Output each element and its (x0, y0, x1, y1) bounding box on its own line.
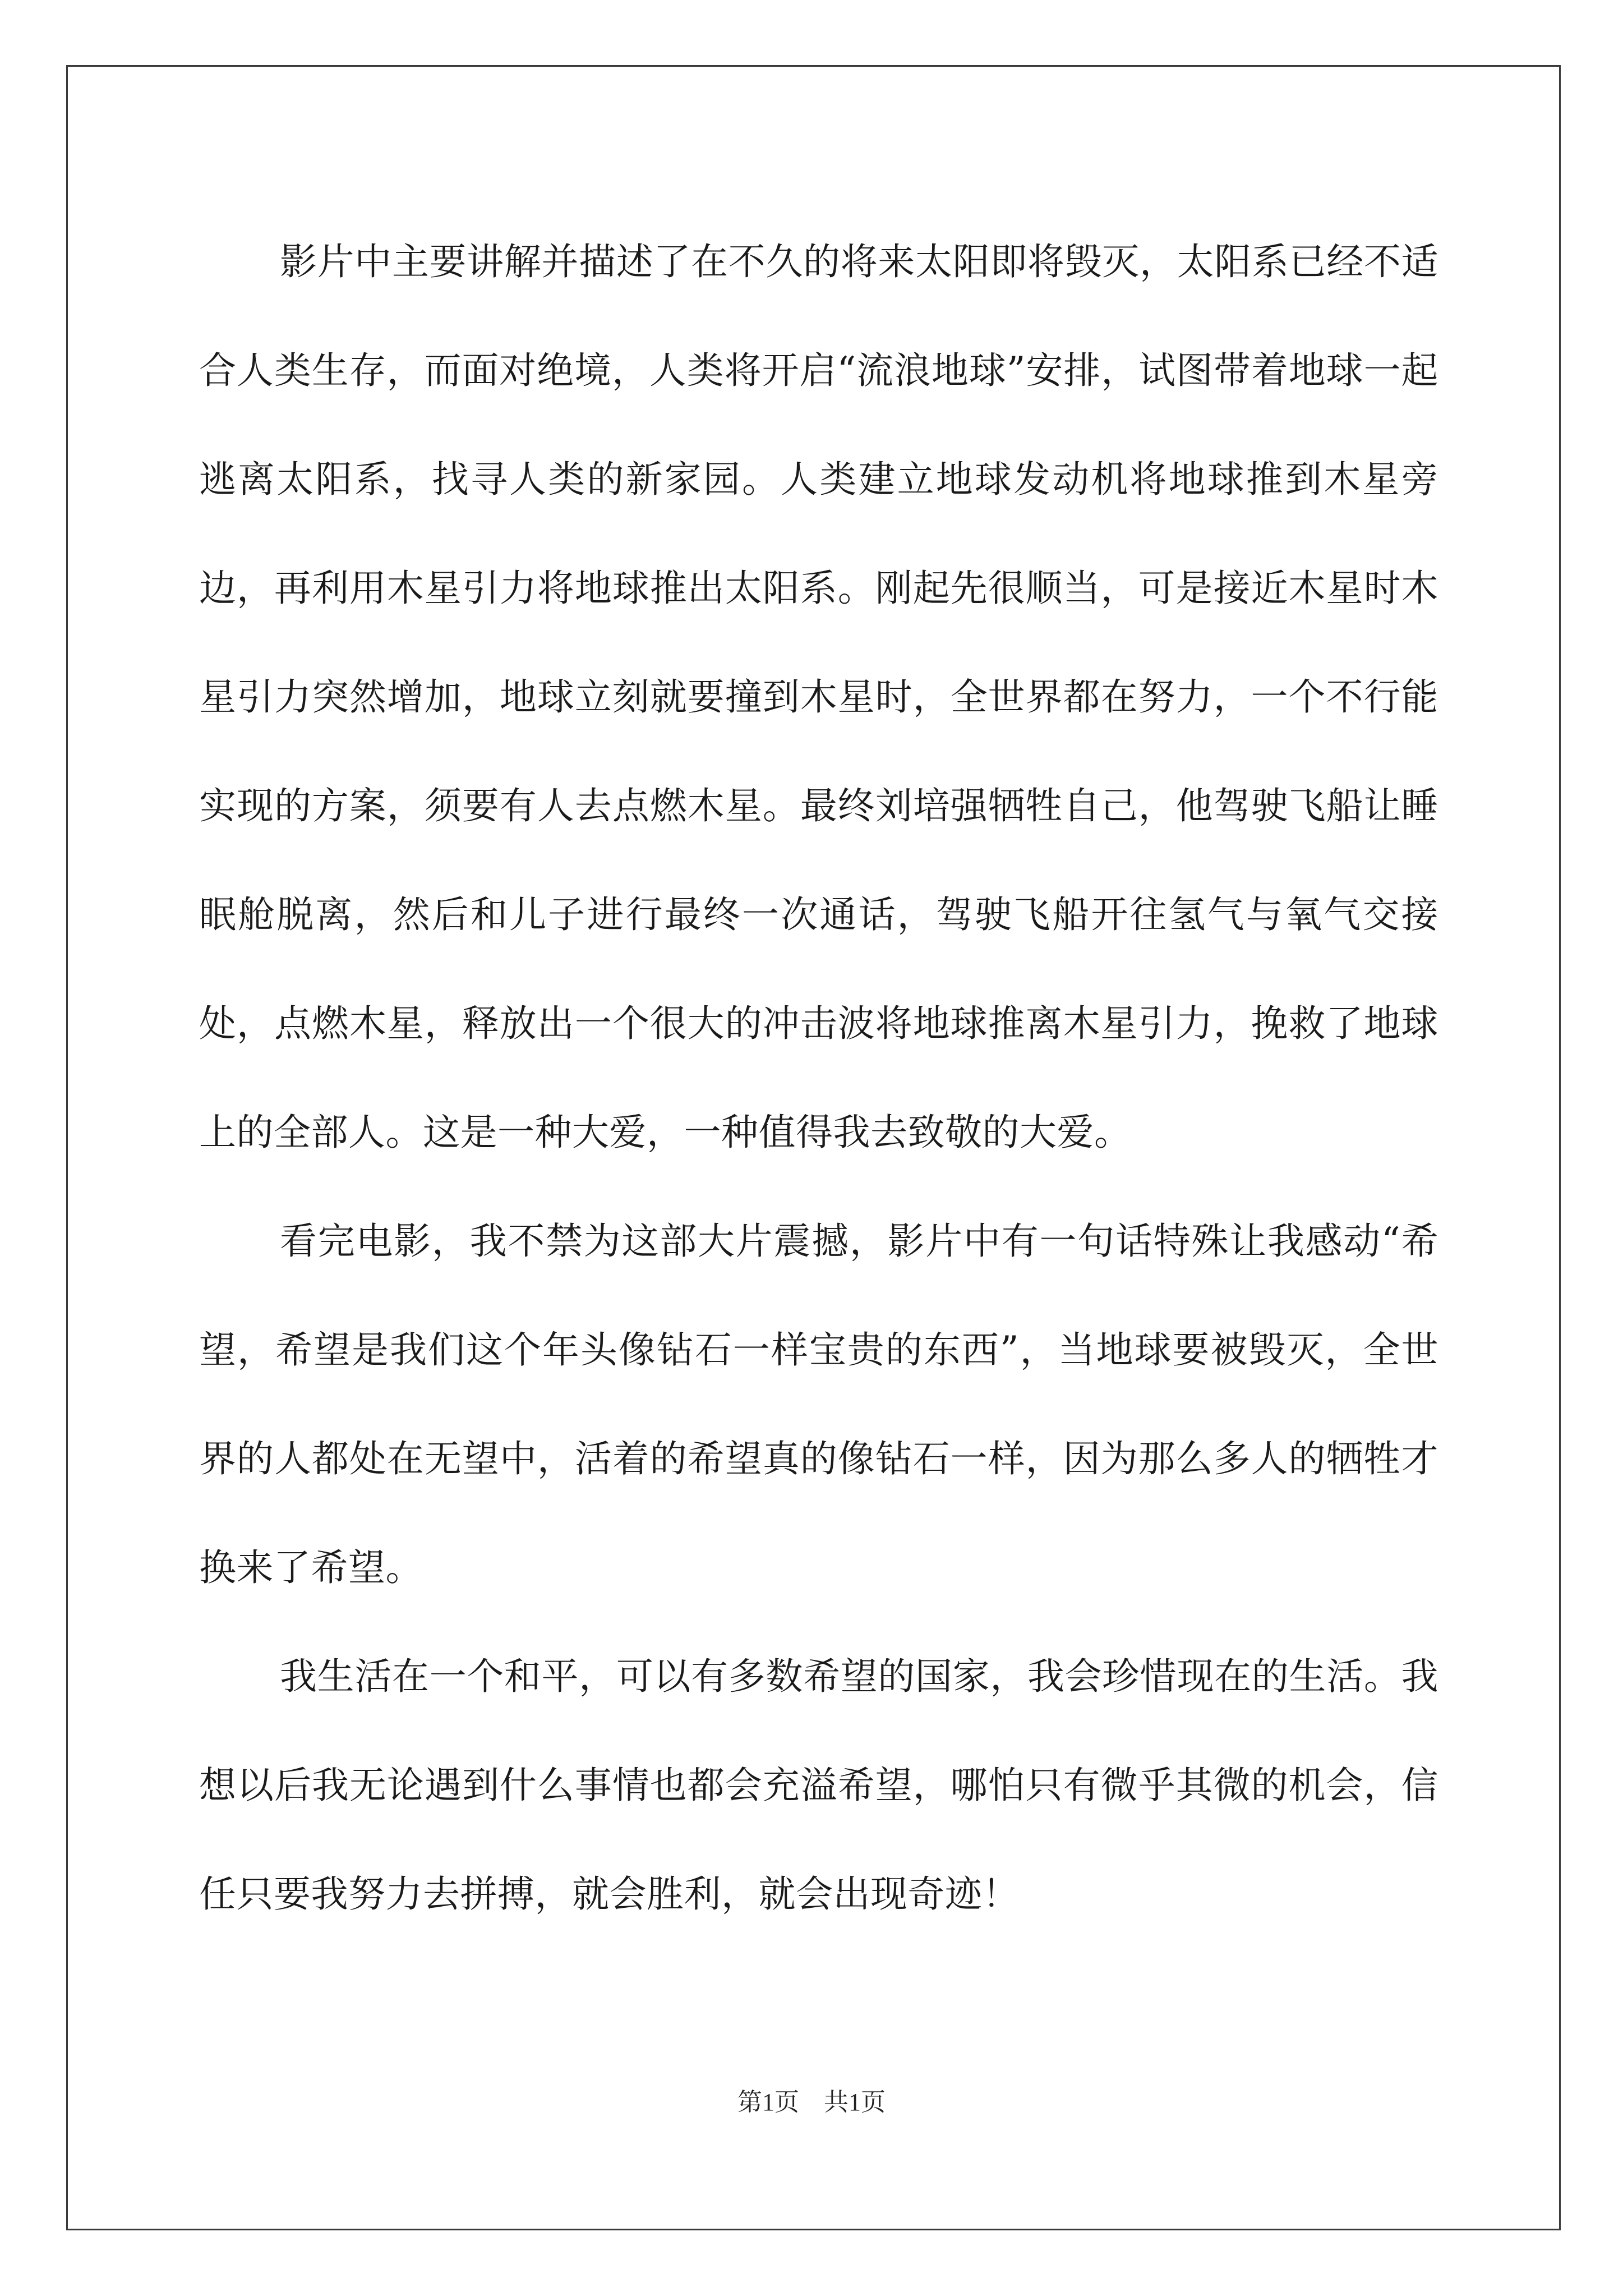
paragraph-1: 影片中主要讲解并描述了在不久的将来太阳即将毁灭，太阳系已经不适合人类生存，而面对绝境，人类将开启“流浪地球”安排，试图带着地球一起逃离太阳系，找寻人类的新家园。人类建立地球发动机将地球推到木星旁边，再利用木星引力将地球推出太阳系。刚起先很顺当，可是接近木星时木星引力突然增加，地球立刻就要撞到木星时，全世界都在努力，一个不行能实现的方案，须要有人去点燃木星。最终刘培强牺牲自己，他驾驶飞船让睡眠舱脱离，然后和儿子进行最终一次通话，驾驶飞船开往氢气与氧气交接处，点燃木星，释放出一个很大的冲击波将地球推离木星引力，挽救了地球上的全部人。这是一种大爱，一种值得我去致敬的大爱。 (199, 240, 1438, 1154)
page-number-current: 第1页 (737, 2088, 799, 2116)
paragraph-3: 我生活在一个和平，可以有多数希望的国家，我会珍惜现在的生活。我想以后我无论遇到什么事情也都会充溢希望，哪怕只有微乎其微的机会，信任只要我努力去拼搏，就会胜利，就会出现奇迹！ (199, 1655, 1438, 1916)
paragraph-2: 看完电影，我不禁为这部大片震撼，影片中有一句话特殊让我感动“希望，希望是我们这个年头像钻石一样宝贵的东西”，当地球要被毁灭，全世界的人都处在无望中，活着的希望真的像钻石一样，因为那么多人的牺牲才换来了希望。 (199, 1220, 1438, 1589)
page-footer (0, 2086, 1623, 2119)
document-body (199, 208, 1438, 1949)
page-number-total: 共1页 (824, 2088, 886, 2116)
